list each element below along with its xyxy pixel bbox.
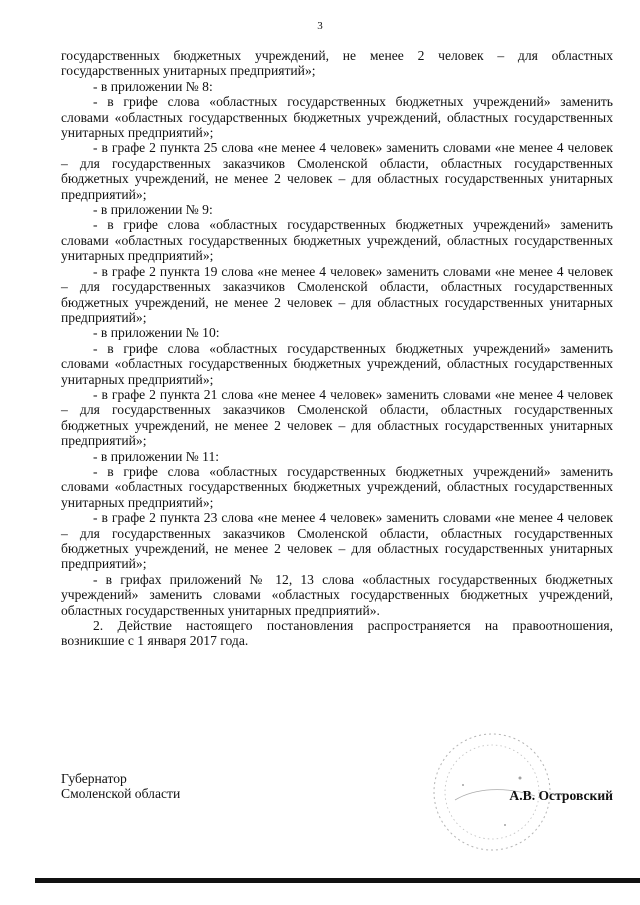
signatory-title bbox=[61, 771, 180, 802]
paragraph-appendix-9-column: - в графе 2 пункта 19 слова «не менее 4 человек» заменить словами «не менее 4 человек – для государственных заказчиков Смоленской области, областных государственных бюджетных учреждений, не менее 2 человек – для областных государственных унитарных предприятий»; bbox=[61, 263, 613, 325]
scan-edge-bar bbox=[35, 878, 640, 883]
page-number: 3 bbox=[317, 20, 323, 32]
paragraph-appendices-12-13: - в грифах приложений № 12, 13 слова «областных государственных бюджетных учреждений» заменить словами «областных государственных бюджетных учреждений, областных государственных унитарных предприятий». bbox=[61, 571, 613, 618]
signatory-position: Губернатор bbox=[61, 771, 127, 786]
paragraph-appendix-8-column: - в графе 2 пункта 25 слова «не менее 4 человек» заменить словами «не менее 4 человек – для государственных заказчиков Смоленской области, областных государственных бюджетных учреждений, не менее 2 человек – для областных государственных унитарных предприятий»; bbox=[61, 140, 613, 202]
paragraph-effective-date: 2. Действие настоящего постановления распространяется на правоотношения, возникшие с 1 января 2017 года. bbox=[61, 618, 613, 649]
paragraph-continuation: государственных бюджетных учреждений, не менее 2 человек – для областных государственных унитарных предприятий»; bbox=[61, 48, 613, 79]
signatory-name: А.В. Островский bbox=[509, 788, 613, 803]
paragraph-appendix-11: - в приложении № 11: bbox=[93, 448, 220, 464]
paragraph-appendix-8-stamp: - в грифе слова «областных государственных бюджетных учреждений» заменить словами «областных государственных бюджетных учреждений, областных государственных унитарных предприятий»; bbox=[61, 94, 613, 141]
paragraph-appendix-11-column: - в графе 2 пункта 23 слова «не менее 4 человек» заменить словами «не менее 4 человек – для государственных заказчиков Смоленской области, областных государственных бюджетных учреждений, не менее 2 человек – для областных государственных унитарных предприятий»; bbox=[61, 510, 613, 572]
paragraph-appendix-8: - в приложении № 8: bbox=[93, 78, 213, 94]
document-body bbox=[61, 48, 613, 649]
signatory-region: Смоленской области bbox=[61, 786, 181, 802]
paragraph-appendix-9: - в приложении № 9: bbox=[93, 202, 213, 218]
paragraph-appendix-10-stamp: - в грифе слова «областных государственных бюджетных учреждений» заменить словами «областных государственных бюджетных учреждений, областных государственных унитарных предприятий»; bbox=[61, 340, 613, 387]
paragraph-appendix-10: - в приложении № 10: bbox=[93, 325, 220, 341]
paragraph-appendix-11-stamp: - в грифе слова «областных государственных бюджетных учреждений» заменить словами «областных государственных бюджетных учреждений, областных государственных унитарных предприятий»; bbox=[61, 463, 613, 510]
paragraph-appendix-10-column: - в графе 2 пункта 21 слова «не менее 4 человек» заменить словами «не менее 4 человек – для государственных заказчиков Смоленской области, областных государственных бюджетных учреждений, не менее 2 человек – для областных государственных унитарных предприятий»; bbox=[61, 386, 613, 449]
paragraph-appendix-9-stamp: - в грифе слова «областных государственных бюджетных учреждений» заменить словами «областных государственных бюджетных учреждений, областных государственных унитарных предприятий»; bbox=[61, 217, 613, 264]
